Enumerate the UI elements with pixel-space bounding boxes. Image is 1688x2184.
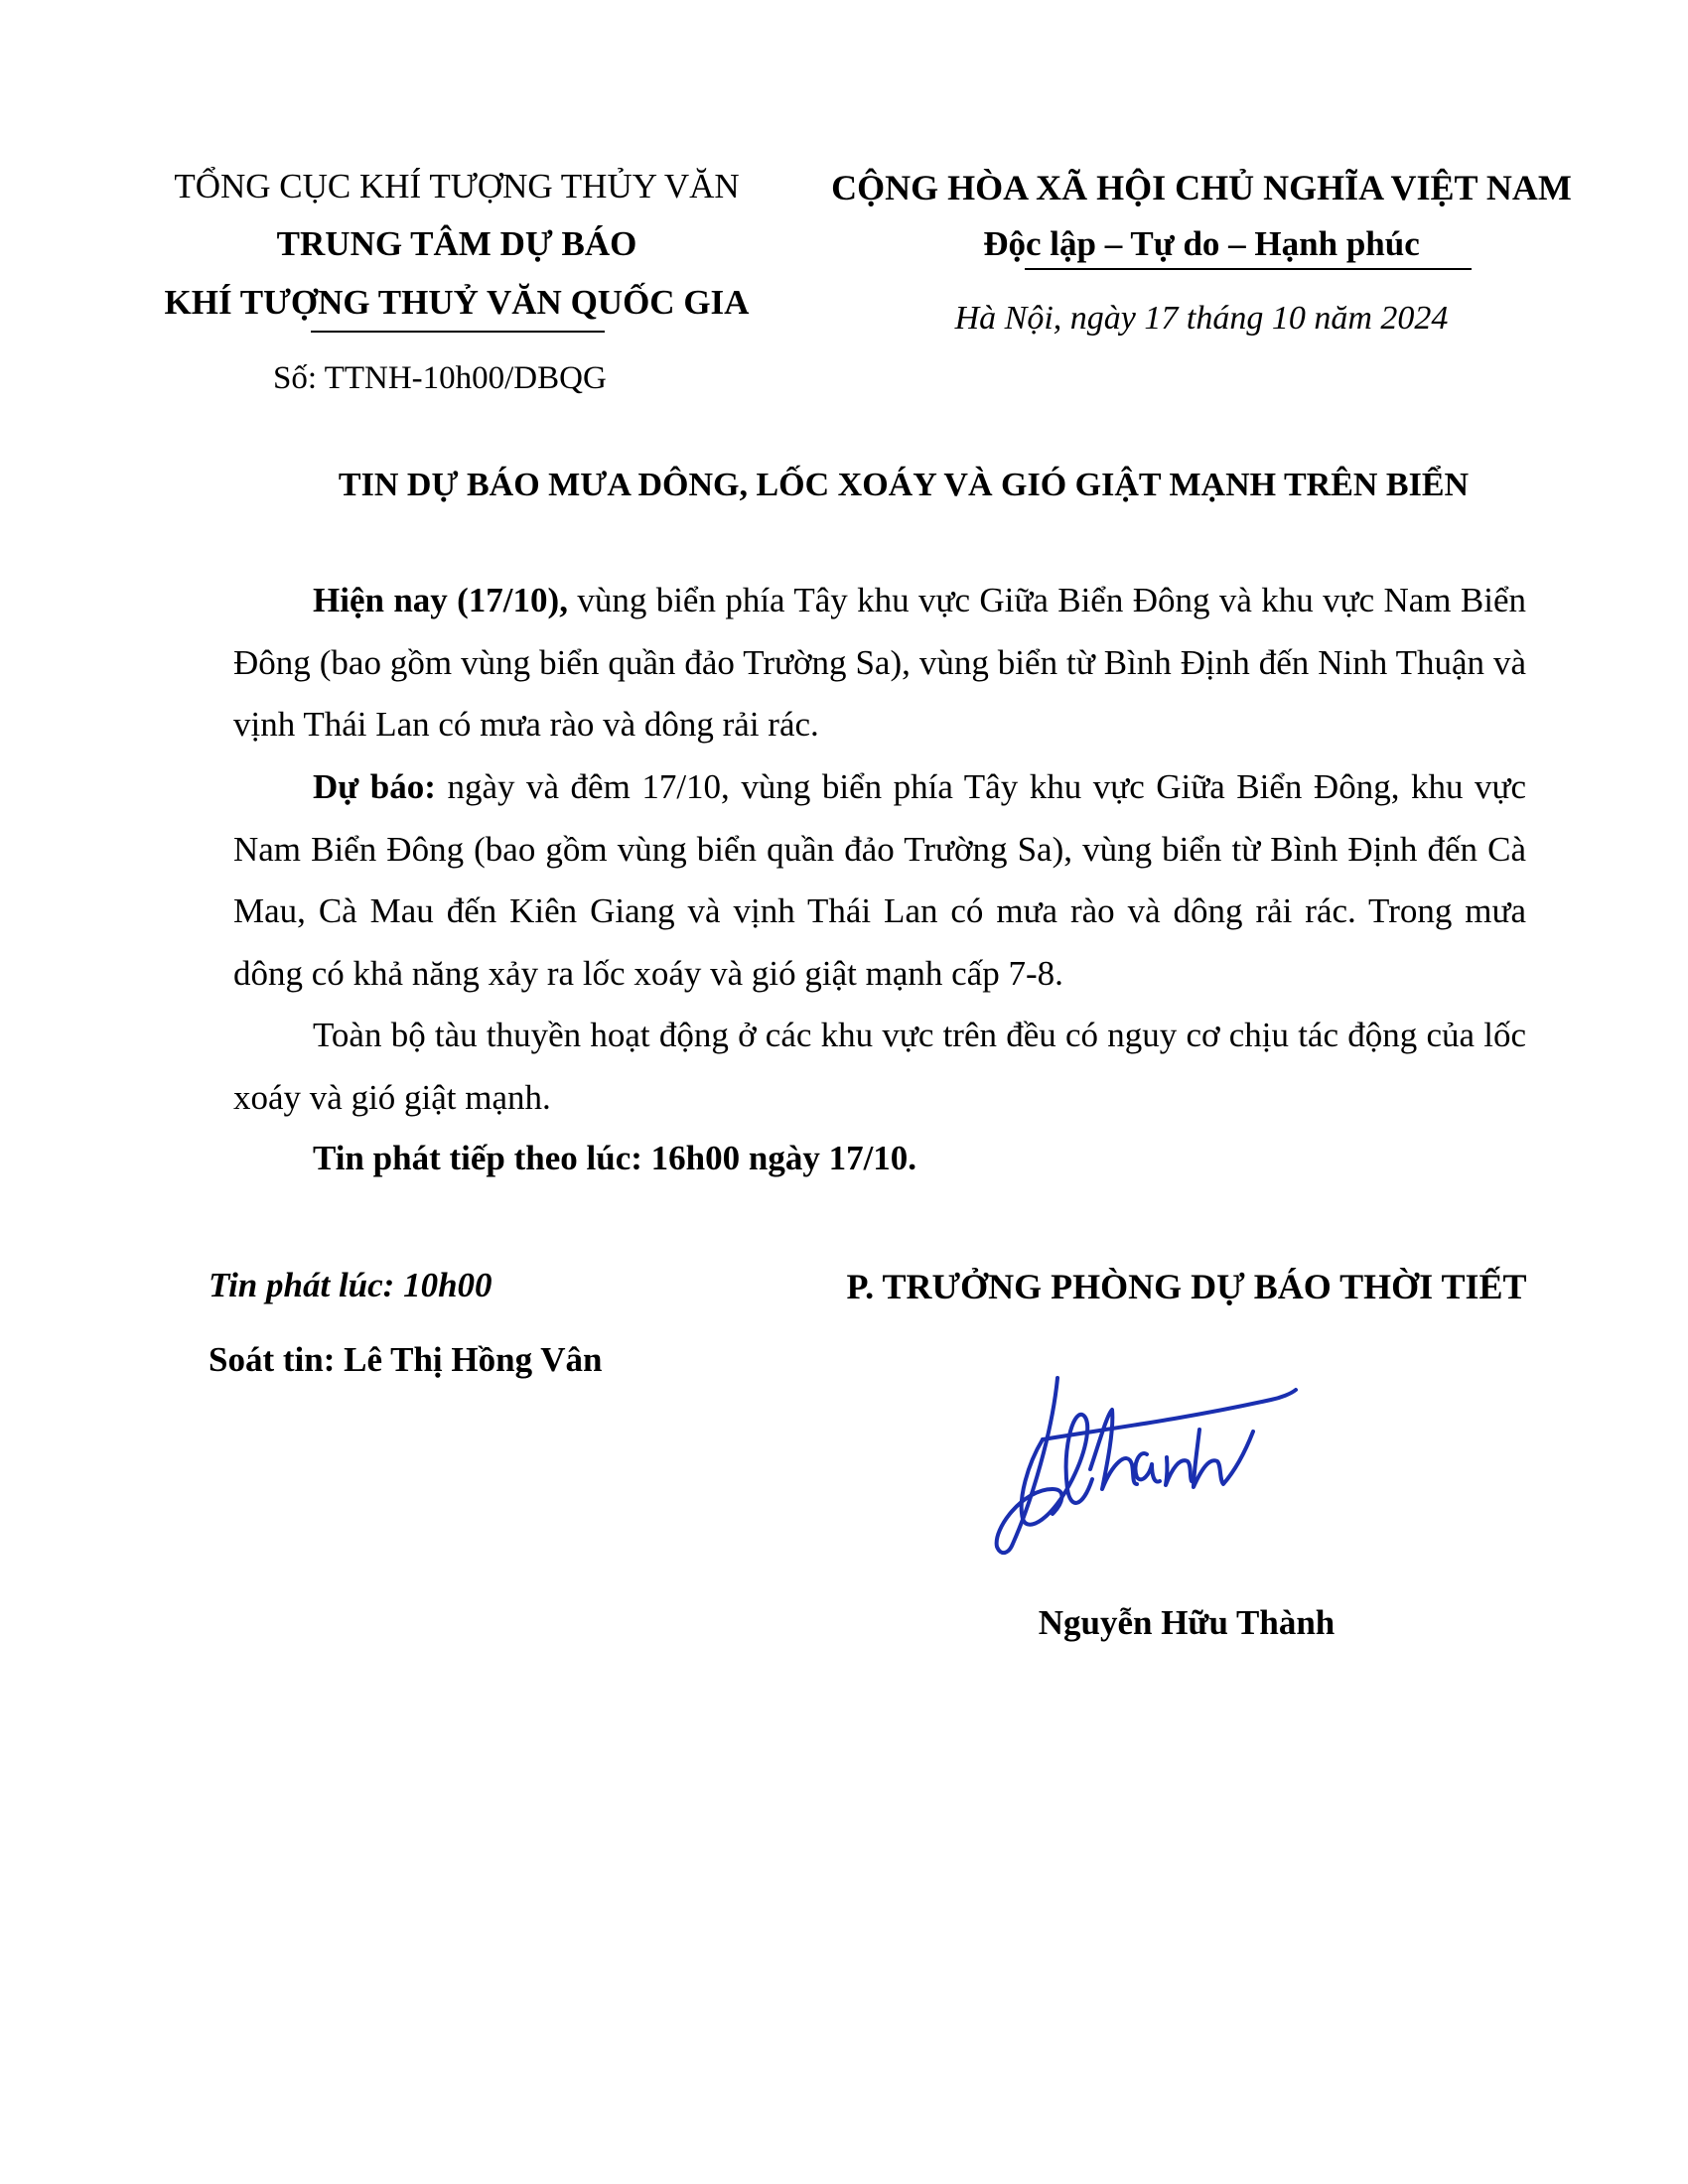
handwritten-signature [983,1370,1420,1569]
paragraph-warning: Toàn bộ tàu thuyền hoạt động ở các khu vực trên đều có nguy cơ chịu tác động của lốc xoáy và gió giật mạnh. [233,1016,1526,1117]
current-situation-lead: Hiện nay (17/10), [313,581,568,619]
document-number: Số: TTNH-10h00/DBQG [273,360,607,396]
agency-parent-name: TỔNG CỤC KHÍ TƯỢNG THỦY VĂN [174,167,740,205]
checker-name: Soát tin: Lê Thị Hồng Vân [209,1340,603,1379]
paragraph-current-situation [233,570,1526,756]
forecast-lead: Dự báo: [313,767,436,806]
document-title: TIN DỰ BÁO MƯA DÔNG, LỐC XOÁY VÀ GIÓ GIẬT MẠNH TRÊN BIỂN [338,467,1470,503]
signer-name: Nguyễn Hữu Thành [1038,1603,1336,1642]
agency-divider [311,331,605,333]
agency-name-line1: TRUNG TÂM DỰ BÁO [276,224,637,263]
national-motto: Độc lập – Tự do – Hạnh phúc [983,224,1420,263]
signer-title: P. TRƯỞNG PHÒNG DỰ BÁO THỜI TIẾT [846,1267,1527,1306]
next-bulletin: Tin phát tiếp theo lúc: 16h00 ngày 17/10. [313,1139,917,1177]
agency-name-line2: KHÍ TƯỢNG THUỶ VĂN QUỐC GIA [164,283,750,322]
issued-time: Tin phát lúc: 10h00 [209,1266,492,1304]
issue-place-date: Hà Nội, ngày 17 tháng 10 năm 2024 [954,300,1449,337]
current-situation-text: vùng biển phía Tây khu vực Giữa Biển Đông và khu vực Nam Biển Đông (bao gồm vùng biển quần đảo Trường Sa), vùng biển từ Bình Định đến Ninh Thuận và vịnh Thái Lan có mưa rào và dông rải rác. [233,581,1526,744]
forecast-text: ngày và đêm 17/10, vùng biển phía Tây khu vực Giữa Biển Đông, khu vực Nam Biển Đông (bao gồm vùng biển quần đảo Trường Sa), vùng biển từ Bình Định đến Cà Mau, Cà Mau đến Kiên Giang và vịnh Thái Lan có mưa rào và dông rải rác. Trong mưa dông có khả năng xảy ra lốc xoáy và gió giật mạnh cấp 7-8. [233,767,1526,993]
paragraph-forecast [233,756,1526,1005]
motto-divider [1025,268,1472,270]
national-title: CỘNG HÒA XÃ HỘI CHỦ NGHĨA VIỆT NAM [831,168,1572,207]
